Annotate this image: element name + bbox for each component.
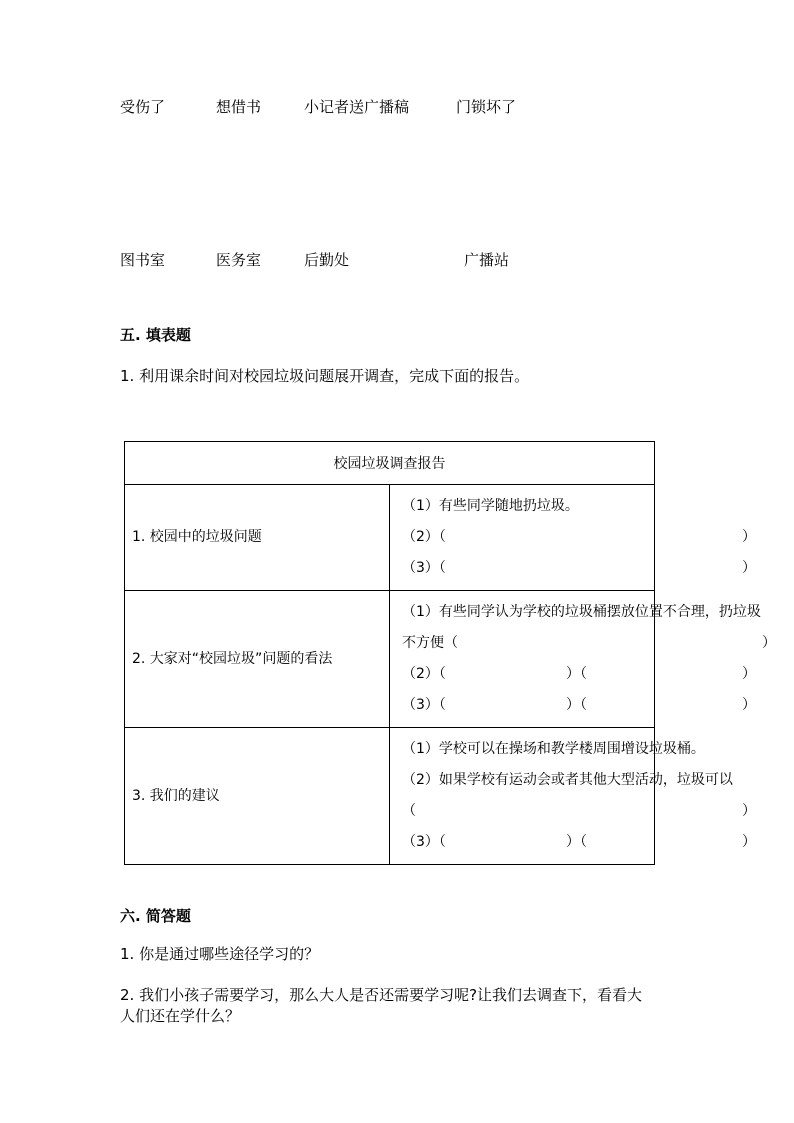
bottom-item-4: 广播站 <box>464 251 510 269</box>
line-text: （1）有些同学认为学校的垃圾桶摆放位置不合理，扔垃圾 <box>402 604 761 620</box>
paren-close: ） <box>762 635 776 651</box>
line-text: （1）有些同学随地扔垃圾。 <box>402 498 579 514</box>
section6-question-2-line2: 人们还在学什么？ <box>120 1007 241 1025</box>
fill-line[interactable] <box>402 796 756 827</box>
survey-report-table <box>124 441 776 865</box>
section6-question-1: 1. 你是通过哪些途径学习的？ <box>120 945 320 963</box>
section5-question-1: 1. 利用课余时间对校园垃圾问题展开调查，完成下面的报告。 <box>120 367 530 385</box>
top-item-2: 想借书 <box>216 98 262 116</box>
fill-line[interactable] <box>402 628 776 659</box>
line-text: （1）学校可以在操场和教学楼周围增设垃圾桶。 <box>402 741 705 757</box>
row-content-opinions <box>390 591 776 728</box>
section5-heading: 五. 填表题 <box>120 326 191 344</box>
fill-line[interactable] <box>402 690 756 721</box>
paren-close: ） <box>742 666 756 682</box>
paren-close: ） <box>742 834 756 850</box>
table-row <box>125 485 655 591</box>
bottom-item-1: 图书室 <box>120 251 166 269</box>
top-item-3: 小记者送广播稿 <box>304 98 410 116</box>
row-content-suggestions <box>390 728 756 865</box>
section6-question-2-line1: 2. 我们小孩子需要学习，那么大人是否还需要学习呢?让我们去调查下，看看大 <box>120 986 643 1004</box>
row-content-problems <box>390 485 756 591</box>
paren-close: ） <box>742 803 756 819</box>
line-text: （2）（ <box>402 666 446 682</box>
line-text: （3）（ <box>402 834 446 850</box>
top-item-1: 受伤了 <box>120 98 166 116</box>
line-text: （2）（ <box>402 529 446 545</box>
paren-mid: ）（ <box>566 834 587 850</box>
line-text: （2）如果学校有运动会或者其他大型活动，垃圾可以 <box>402 772 733 788</box>
row-label-problems: 1. 校园中的垃圾问题 <box>125 485 390 591</box>
fill-line[interactable] <box>402 659 756 690</box>
fill-line[interactable] <box>402 553 756 584</box>
line-text: 不方便（ <box>402 635 458 651</box>
fill-line[interactable] <box>402 522 756 553</box>
top-item-4: 门锁坏了 <box>456 98 517 116</box>
line-text: （3）（ <box>402 560 446 576</box>
table-row <box>125 591 655 728</box>
table-row <box>125 728 655 865</box>
table-title: 校园垃圾调查报告 <box>125 442 655 485</box>
row-label-opinions: 2. 大家对“校园垃圾”问题的看法 <box>125 591 390 728</box>
paren-mid: ）（ <box>566 697 587 713</box>
bottom-item-2: 医务室 <box>216 251 262 269</box>
paren-close: ） <box>742 529 756 545</box>
bottom-item-3: 后勤处 <box>304 251 350 269</box>
section6-heading: 六. 简答题 <box>120 907 191 925</box>
fill-line[interactable] <box>402 827 756 858</box>
line-text: （ <box>402 803 416 819</box>
line-text: （3）（ <box>402 697 446 713</box>
paren-close: ） <box>742 697 756 713</box>
paren-close: ） <box>742 560 756 576</box>
row-label-suggestions: 3. 我们的建议 <box>125 728 390 865</box>
paren-mid: ）（ <box>566 666 587 682</box>
